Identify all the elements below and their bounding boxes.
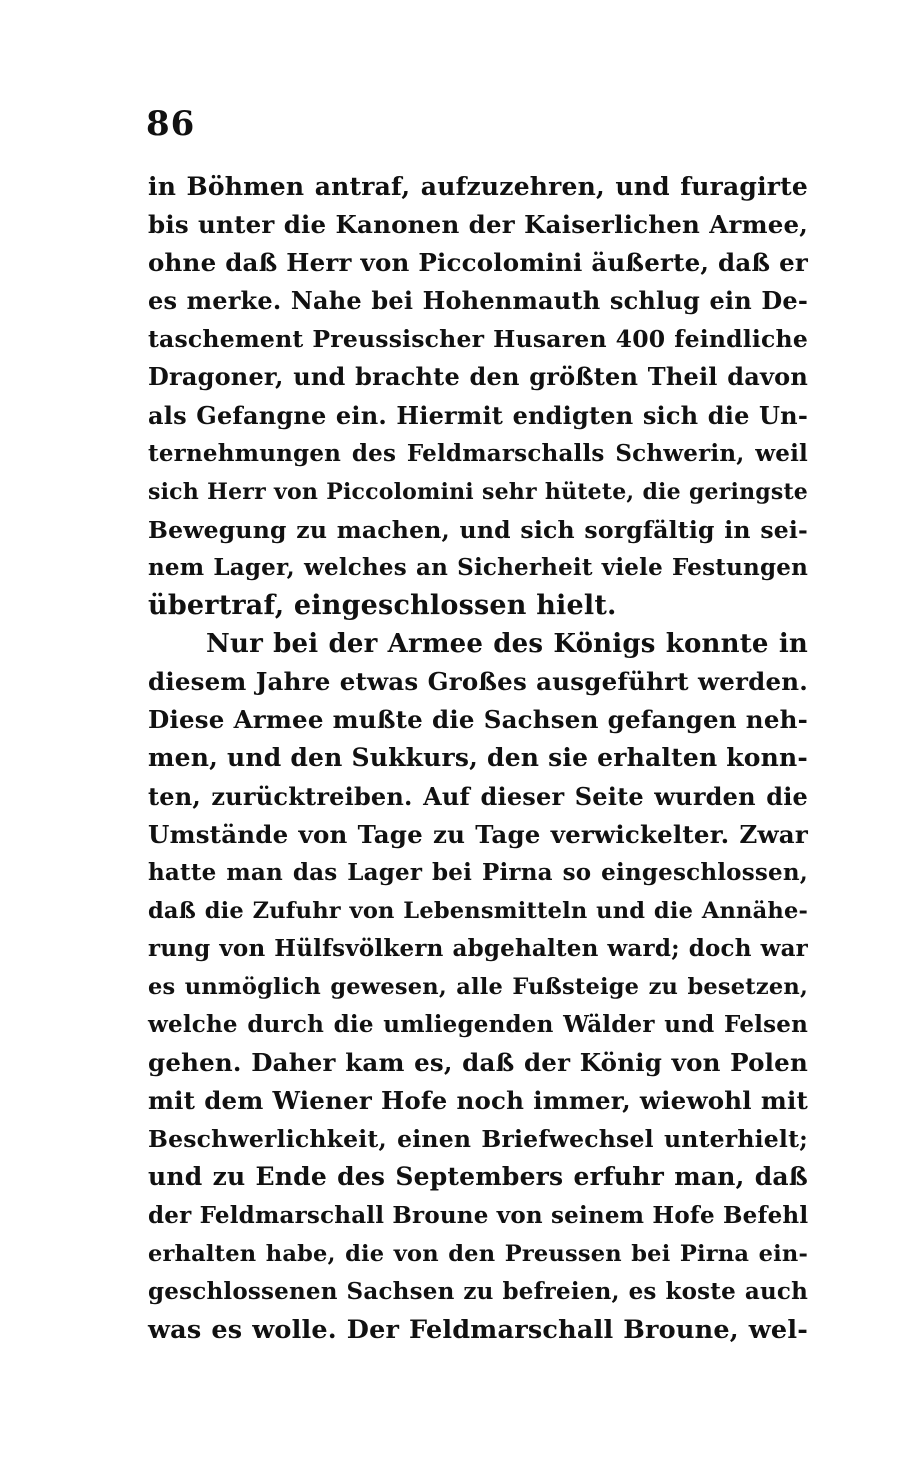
text-line: es merke. Nahe bei Hohenmauth schlug ein De- bbox=[148, 286, 808, 316]
text-line: hatte man das Lager bei Pirna so eingeschlossen, bbox=[148, 858, 808, 886]
text-line: Dragoner, und brachte den größten Theil davon bbox=[148, 362, 808, 392]
text-line: nem Lager, welches an Sicherheit viele Festungen bbox=[148, 553, 808, 581]
text-line: mit dem Wiener Hofe noch immer, wiewohl mit bbox=[148, 1086, 808, 1116]
page-number: 86 bbox=[146, 104, 196, 144]
text-line: ohne daß Herr von Piccolomini äußerte, daß er bbox=[148, 248, 808, 278]
text-line: ten, zurücktreiben. Auf dieser Seite wurden die bbox=[148, 781, 808, 811]
text-line: erhalten habe, die von den Preussen bei Pirna ein- bbox=[148, 1240, 808, 1267]
text-line: Umstände von Tage zu Tage verwickelter. Zwar bbox=[148, 819, 808, 849]
text-line: taschement Preussischer Husaren 400 feindliche bbox=[148, 325, 808, 354]
text-line: als Gefangne ein. Hiermit endigten sich die Un- bbox=[148, 400, 808, 430]
text-line: Beschwerlichkeit, einen Briefwechsel unterhielt; bbox=[148, 1125, 808, 1154]
text-line: daß die Zufuhr von Lebensmitteln und die Annähe- bbox=[148, 897, 808, 924]
text-line: geschlossenen Sachsen zu befreien, es koste auch bbox=[148, 1277, 808, 1305]
text-line: bis unter die Kanonen der Kaiserlichen Armee, bbox=[148, 210, 808, 240]
text-line: was es wolle. Der Feldmarschall Broune, wel- bbox=[148, 1314, 808, 1345]
text-line: sich Herr von Piccolomini sehr hütete, die geringste bbox=[148, 478, 808, 505]
text-line: Diese Armee mußte die Sachsen gefangen neh- bbox=[148, 705, 808, 735]
text-line: Bewegung zu machen, und sich sorgfältig in sei- bbox=[148, 515, 808, 544]
text-line: in Böhmen antraf, aufzuzehren, und furagirte bbox=[148, 172, 808, 201]
paragraph-start-line: Nur bei der Armee des Königs konnte in bbox=[206, 629, 808, 660]
text-line: rung von Hülfsvölkern abgehalten ward; doch war bbox=[148, 934, 808, 962]
text-line: ternehmungen des Feldmarschalls Schwerin, weil bbox=[148, 439, 808, 467]
text-line: gehen. Daher kam es, daß der König von Polen bbox=[148, 1048, 808, 1078]
paragraph-end-line: übertraf, eingeschlossen hielt. bbox=[148, 590, 617, 622]
body-text bbox=[148, 168, 808, 1349]
text-line: welche durch die umliegenden Wälder und Felsen bbox=[148, 1011, 808, 1039]
text-line: diesem Jahre etwas Großes ausgeführt werden. bbox=[148, 667, 808, 697]
text-line: men, und den Sukkurs, den sie erhalten konn- bbox=[148, 743, 808, 773]
text-line: der Feldmarschall Broune von seinem Hofe Befehl bbox=[148, 1201, 809, 1229]
text-line: und zu Ende des Septembers erfuhr man, daß bbox=[148, 1162, 808, 1192]
text-line: es unmöglich gewesen, alle Fußsteige zu besetzen, bbox=[148, 973, 808, 1000]
